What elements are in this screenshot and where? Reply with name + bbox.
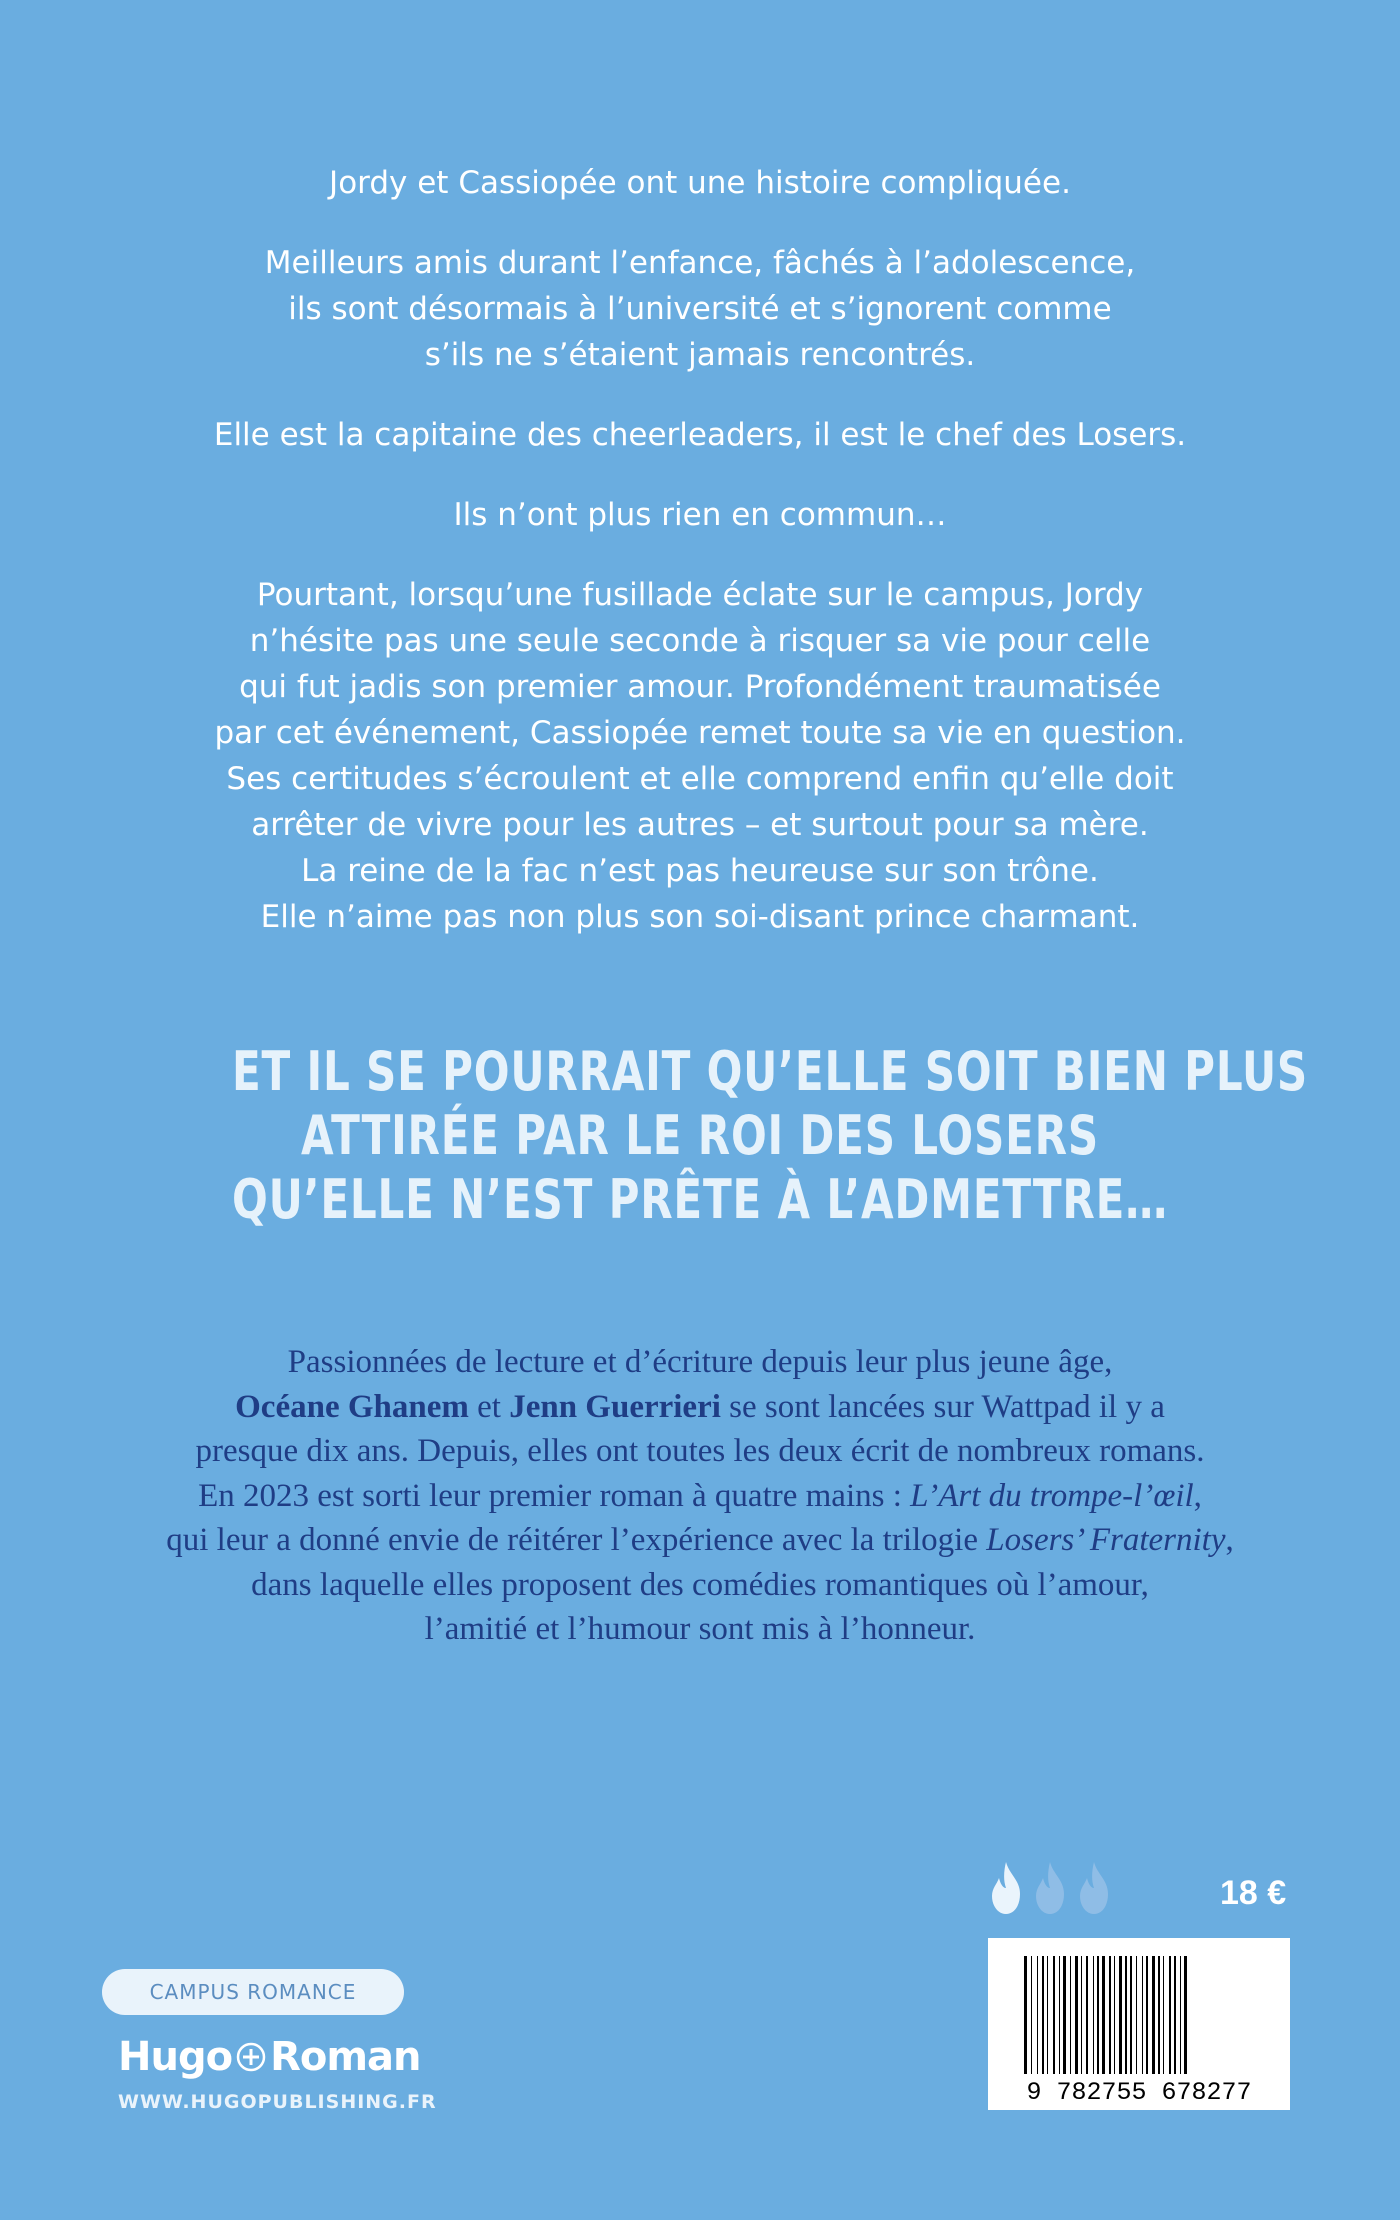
tagline-line: ET IL SE POURRAIT QU’ELLE SOIT BIEN PLUS <box>232 1040 1309 1103</box>
blurb-line: Jordy et Cassiopée ont une histoire compliquée. <box>329 165 1071 201</box>
blurb-line: s’ils ne s’étaient jamais rencontrés. <box>424 337 976 373</box>
blurb-paragraph <box>110 160 1290 206</box>
barcode-bar <box>1070 1956 1071 2074</box>
publisher-website: WWW.HUGOPUBLISHING.FR <box>118 2091 437 2113</box>
barcode-bar <box>1174 1956 1176 2074</box>
blurb-line: La reine de la fac n’est pas heureuse sur son trône. <box>301 853 1099 889</box>
barcode-bar <box>1075 1956 1078 2074</box>
flame-icon <box>1029 1860 1071 1916</box>
barcode-bar <box>1037 1956 1038 2074</box>
barcode-bar <box>1042 1956 1044 2074</box>
bio-line: Passionnées de lecture et d’écriture depuis leur plus jeune âge, <box>287 1344 1113 1380</box>
blurb-line: Meilleurs amis durant l’enfance, fâchés à l’adolescence, <box>264 245 1136 281</box>
barcode-bar <box>1063 1956 1066 2074</box>
blurb-line: Ils n’ont plus rien en commun… <box>453 497 947 533</box>
barcode-bar <box>1130 1956 1132 2074</box>
barcode-bar <box>1086 1956 1088 2074</box>
logo-text-left: Hugo <box>118 2034 233 2080</box>
price: 18 € <box>1220 1874 1287 1912</box>
barcode-bar <box>1184 1956 1187 2074</box>
bio-line: qui leur a donné envie de réitérer l’expérience avec la trilogie Losers’ Fraternity, <box>166 1522 1234 1558</box>
blurb-line: qui fut jadis son premier amour. Profondément traumatisée <box>239 669 1161 705</box>
author-name: Jenn Guerrieri <box>509 1388 721 1425</box>
barcode-bar <box>1097 1956 1099 2074</box>
barcode-bar <box>1169 1956 1171 2074</box>
barcode-bar <box>1024 1956 1027 2074</box>
blurb-line: Elle est la capitaine des cheerleaders, il est le chef des Losers. <box>213 417 1187 453</box>
blurb-line: par cet événement, Cassiopée remet toute sa vie en question. <box>214 715 1186 751</box>
barcode-bar <box>1119 1956 1122 2074</box>
barcode-bar <box>1109 1956 1111 2074</box>
bio-line: dans laquelle elles proposent des comédies romantiques où l’amour, <box>251 1566 1149 1603</box>
barcode-bar <box>1053 1956 1055 2074</box>
barcode-bar <box>1180 1956 1181 2074</box>
bio-line: l’amitié et l’humour sont mis à l’honneur. <box>424 1611 976 1647</box>
tagline <box>232 1040 1309 1232</box>
barcode-bar <box>1059 1956 1060 2074</box>
blurb-paragraph <box>110 492 1290 538</box>
blurb-line: Ses certitudes s’écroulent et elle comprend enfin qu’elle doit <box>226 761 1174 797</box>
blurb-paragraph <box>110 572 1290 940</box>
author-name: Océane Ghanem <box>235 1388 469 1425</box>
logo-text-right: Roman <box>270 2034 421 2080</box>
barcode-bar <box>1081 1956 1082 2074</box>
blurb-line: ils sont désormais à l’université et s’ignorent comme <box>288 291 1112 327</box>
barcode-bar <box>1146 1956 1148 2074</box>
blurb-line: Pourtant, lorsqu’une fusillade éclate sur le campus, Jordy <box>256 577 1144 613</box>
barcode-bar <box>1136 1956 1137 2074</box>
barcode-bar <box>1093 1956 1094 2074</box>
flame-icon <box>985 1860 1027 1916</box>
barcode-bar <box>1114 1956 1115 2074</box>
bio-line: presque dix ans. Depuis, elles ont toutes les deux écrit de nombreux romans. <box>195 1433 1205 1469</box>
barcode-bar <box>1163 1956 1164 2074</box>
barcode <box>988 1938 1290 2110</box>
flame-icon <box>1073 1860 1115 1916</box>
tagline-line: QU’ELLE N’EST PRÊTE À L’ADMETTRE… <box>232 1168 1169 1231</box>
heat-rating <box>985 1860 1125 1920</box>
book-title: L’Art du trompe-l’œil <box>910 1477 1194 1514</box>
blurb-line: Elle n’aime pas non plus son soi-disant prince charmant. <box>260 899 1140 935</box>
bio-line: Océane Ghanem et Jenn Guerrieri se sont lancées sur Wattpad il y a <box>235 1388 1165 1425</box>
isbn-digits: 9 782755 678277 <box>1026 2078 1252 2107</box>
blurb-line: n’hésite pas une seule seconde à risquer sa vie pour celle <box>249 623 1151 659</box>
genre-label: CAMPUS ROMANCE <box>102 1969 404 2015</box>
plus-arrows-icon <box>235 2041 267 2073</box>
publisher-logo <box>118 2032 421 2082</box>
barcode-bar <box>1158 1956 1160 2074</box>
barcode-bar <box>1047 1956 1048 2074</box>
author-bio <box>110 1340 1290 1652</box>
barcode-bar <box>1125 1956 1127 2074</box>
barcode-image <box>988 1938 1290 2110</box>
bio-line: En 2023 est sorti leur premier roman à quatre mains : L’Art du trompe-l’œil, <box>198 1477 1202 1514</box>
blurb-line: arrêter de vivre pour les autres – et surtout pour sa mère. <box>251 807 1149 843</box>
barcode-bar <box>1031 1956 1032 2074</box>
barcode-bar <box>1142 1956 1143 2074</box>
blurb-paragraph <box>110 412 1290 458</box>
tagline-line: ATTIRÉE PAR LE ROI DES LOSERS <box>300 1104 1099 1167</box>
barcode-bar <box>1102 1956 1105 2074</box>
blurb-paragraph <box>110 240 1290 378</box>
blurb <box>110 160 1290 974</box>
barcode-bar <box>1152 1956 1155 2074</box>
series-title: Losers’ Fraternity <box>986 1522 1226 1558</box>
